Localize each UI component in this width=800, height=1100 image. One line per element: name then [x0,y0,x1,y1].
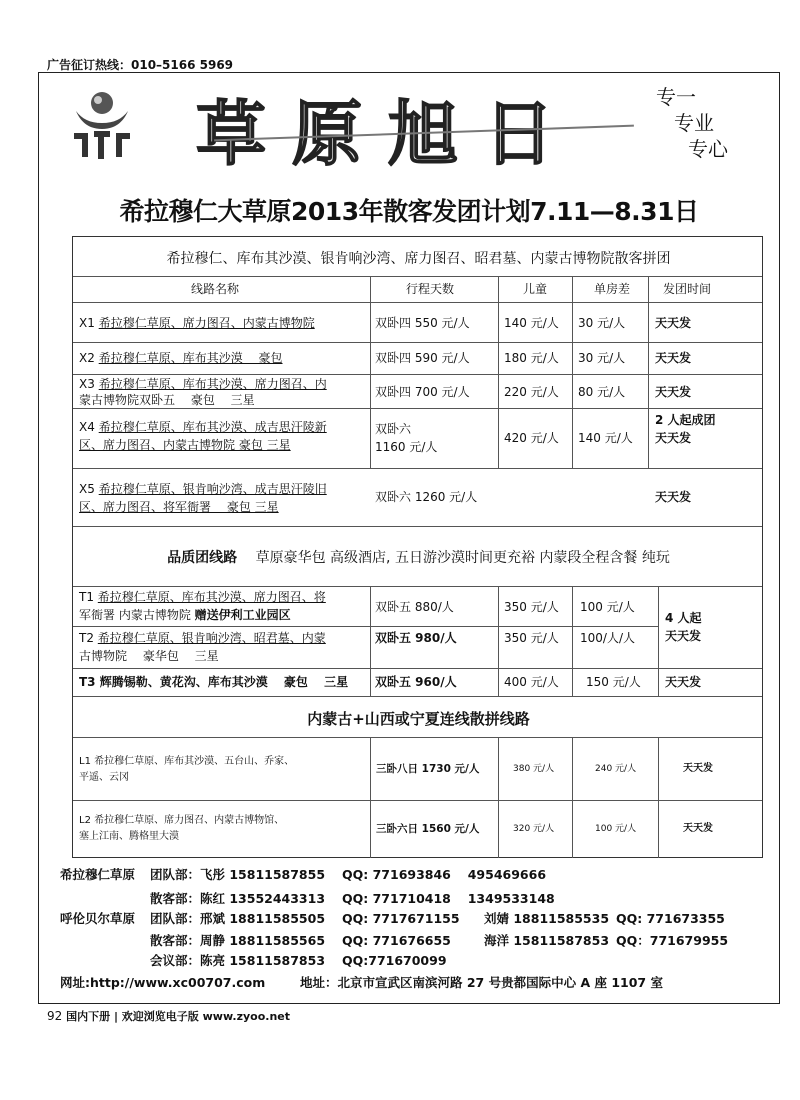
contact-team: 刘婧 18811585535 [484,911,610,926]
route-code: L2 [79,815,91,826]
table-row [79,349,283,367]
contact-retail: 散客部：陈红 13552443313 [150,891,326,906]
page-footer [47,1008,290,1024]
trip-days: 双卧五 960/人 [375,675,457,689]
ad-hotline: 广告征订热线：010–5166 5969 [47,58,234,72]
single-supplement: 80 元/人 [578,385,626,399]
contact-qq: QQ: 771676655 [342,933,451,948]
route-name: 平遥、云冈 [79,772,129,783]
departure: 4 人起 [665,611,702,625]
route-name: 军衙署 内蒙古博物院 [79,608,191,622]
route-name: 希拉穆仁草原、席力图召、内蒙古博物院 [98,316,315,330]
trip-days: 三卧六日 1560 元/人 [376,823,480,835]
contact-retail: 海洋 15811587853 [484,933,610,948]
footer-text: 国内下册 | 欢迎浏览电子版 www.zyoo.net [66,1010,291,1023]
page-number: 92 [47,1009,63,1023]
table-rule [73,626,658,627]
table-rule [658,737,659,858]
route-code: X2 [79,351,95,365]
tour-table [72,236,763,858]
section2-heading-rest: 草原豪华包 高级酒店, 五日游沙漠时间更充裕 内蒙段全程含餐 纯玩 [255,550,670,566]
contact-team: 团队部：邢斌 18811585505 [150,911,326,926]
table-row [79,588,326,606]
contact-qq: QQ: 771693846 495469666 [342,867,547,882]
route-code: T1 [79,590,94,604]
single-supplement: 30 元/人 [578,351,626,365]
contact-region: 呼伦贝尔草原 [60,911,136,926]
single-supplement: 100 元/人 [595,824,637,834]
route-name: 希拉穆仁草原、库布其沙漠、席力图召、内 [98,377,327,391]
table-row [79,314,315,332]
departure: 天天发 [655,316,692,330]
table-rule [73,526,762,527]
route-name: 区、席力图召、将军衙署 豪包 三星 [79,500,279,514]
child-price: 220 元/人 [504,385,559,399]
route-name: 辉腾锡勒、黄花沟、库布其沙漠 豪包 三星 [99,675,349,689]
table-rule [370,737,371,858]
table-rule [572,737,573,858]
departure: 天天发 [655,385,692,399]
website: 网址:http://www.xc00707.com [60,975,266,990]
column-header: 发团时间 [663,282,712,296]
trip-days: 双卧五 880/人 [375,600,454,614]
table-rule [658,586,659,696]
table-row [79,673,348,691]
single-supplement: 100 元/人 [580,600,635,614]
route-name: 塞上江南、腾格里大漠 [79,831,179,842]
table-rule [498,737,499,858]
contact-qq: QQ:771670099 [342,953,447,968]
column-header: 线路名称 [191,282,240,296]
child-price: 350 元/人 [504,600,559,614]
contact-qq: QQ：771679955 [616,933,729,948]
route-name: 希拉穆仁草原、库布其沙漠、五台山、乔家、 [94,756,295,767]
child-price: 180 元/人 [504,351,559,365]
contact-meeting: 会议部：陈亮 15811587853 [150,953,326,968]
route-name: 希拉穆仁草原、银肯响沙湾、成吉思汗陵旧 [98,482,327,496]
route-name: 希拉穆仁草原、银肯响沙湾、昭君墓、内蒙 [97,631,326,645]
contact-qq: QQ: 771710418 1349533148 [342,891,555,906]
route-name: 希拉穆仁草原、席力图召、内蒙古博物馆、 [94,815,285,826]
departure: 天天发 [683,823,713,834]
brand-slogan [652,84,742,162]
child-price: 320 元/人 [513,824,555,834]
table-rule [73,276,762,277]
route-code: T3 [79,675,96,689]
route-name: 区、席力图召、内蒙古博物院 豪包 三星 [79,438,291,452]
trip-days: 1160 元/人 [375,440,438,454]
page-title: 希拉穆仁大草原2013年散客发团计划7.11—8.31日 [119,197,699,226]
trip-days: 双卧六 1260 元/人 [375,490,478,504]
trip-days: 双卧五 980/人 [375,631,457,645]
departure: 2 人起成团 [655,413,716,427]
table-row [79,629,326,647]
table-rule [572,586,573,696]
single-supplement: 150 元/人 [586,675,641,689]
section3-heading: 内蒙古+山西或宁夏连线散拼线路 [307,710,530,728]
trip-days: 双卧四 700 元/人 [375,385,470,399]
child-price: 400 元/人 [504,675,559,689]
route-name: 古博物院 豪华包 三星 [79,649,219,663]
trip-days: 双卧六 [375,422,412,436]
table-rule [73,468,762,469]
section2-heading [73,547,764,567]
route-name-line [79,606,291,624]
slogan-line: 专一 [656,85,696,109]
table-rule [370,276,371,468]
table-rule [498,276,499,468]
table-rule [648,276,649,468]
contact-qq: QQ: 7717671155 [342,911,460,926]
slogan-line: 专心 [688,137,728,161]
route-code: L1 [79,756,91,767]
child-price: 140 元/人 [504,316,559,330]
section2-heading-bold: 品质团线路 [167,550,238,566]
departure: 天天发 [655,490,692,504]
section1-heading: 希拉穆仁、库布其沙漠、银肯响沙湾、席力图召、昭君墓、内蒙古博物院散客拼团 [166,251,671,267]
route-name: 蒙古博物院双卧五 豪包 三星 [79,393,255,407]
column-header: 单房差 [594,282,631,296]
address: 地址：北京市宣武区南滨河路 27 号贵都国际中心 A 座 1107 室 [300,975,663,990]
contact-team: 团队部：飞彤 15811587855 [150,867,326,882]
route-name: 希拉穆仁草原、库布其沙漠、成吉思汗陵新 [98,420,327,434]
table-rule [73,342,762,343]
slogan-line: 专业 [674,111,714,135]
contact-qq: QQ: 771673355 [616,911,725,926]
route-name: 希拉穆仁草原、库布其沙漠、席力图召、将 [97,590,326,604]
single-supplement: 140 元/人 [578,431,633,445]
contact-retail: 散客部：周静 18811585565 [150,933,326,948]
trip-days: 三卧八日 1730 元/人 [376,763,480,775]
contact-region: 希拉穆仁草原 [60,867,136,882]
route-code: X1 [79,316,95,330]
gift-note: 赠送伊利工业园区 [194,608,291,622]
table-row [79,418,327,436]
departure: 天天发 [665,675,702,689]
route-code: X3 [79,377,95,391]
single-supplement: 100/人/人 [580,631,635,645]
departure: 天天发 [655,431,692,445]
departure: 天天发 [665,629,702,643]
route-name: 希拉穆仁草原、库布其沙漠 豪包 [98,351,283,365]
table-row [79,480,327,498]
brand-logo [68,85,136,161]
contacts-block [60,866,780,996]
column-header: 行程天数 [406,282,455,296]
route-code: X5 [79,482,95,496]
trip-days: 双卧四 550 元/人 [375,316,470,330]
departure: 天天发 [683,763,713,774]
table-rule [370,586,371,696]
single-supplement: 30 元/人 [578,316,626,330]
child-price: 350 元/人 [504,631,559,645]
single-supplement: 240 元/人 [595,764,637,774]
departure: 天天发 [655,351,692,365]
table-rule [498,586,499,696]
trip-days: 双卧四 590 元/人 [375,351,470,365]
child-price: 420 元/人 [504,431,559,445]
route-code: X4 [79,420,95,434]
route-code: T2 [79,631,94,645]
column-header: 儿童 [523,282,548,296]
table-rule [572,276,573,468]
table-rule [73,696,762,697]
table-rule [73,302,762,303]
child-price: 380 元/人 [513,764,555,774]
brand-name: 草原旭日 [196,92,580,175]
